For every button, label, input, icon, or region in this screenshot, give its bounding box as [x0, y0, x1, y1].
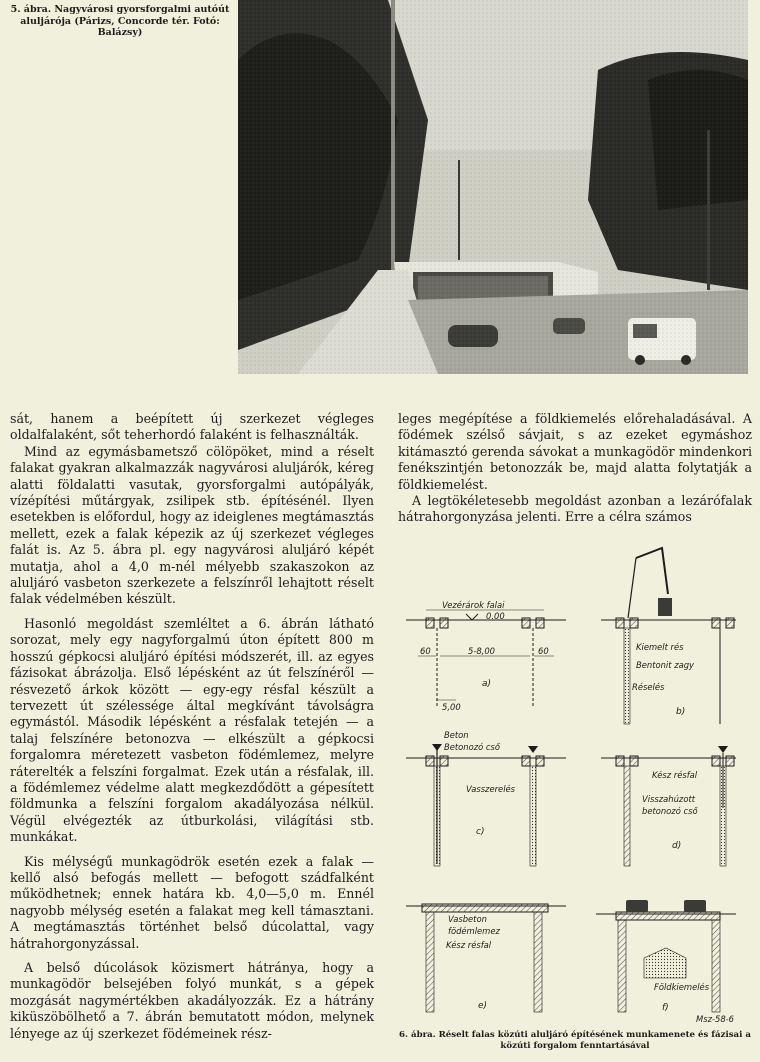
label-elevation: 0.00	[486, 611, 505, 621]
phase-f	[596, 900, 736, 1024]
label-bentonit: Bentonit zagy	[636, 660, 694, 670]
label-dim-mid: 5-8,00	[468, 646, 495, 656]
phase-d	[601, 746, 736, 866]
label-kesz-resfal: Kész résfal	[652, 770, 698, 780]
phase-c	[406, 730, 566, 866]
paragraph: leges megépítése a földkiemelés előrehaladásával. A födémek szélső sávjait, s az ezeket egymáshoz kitámasztó gerenda sávokat a munkagödör mindenkori fenékszintjén betonozzák be, majd alatta folytatják a földkiemelést.	[398, 411, 752, 492]
underpass-photo	[238, 0, 748, 374]
phase-b	[601, 548, 736, 724]
label-betonozo-cso-2: betonozó cső	[642, 806, 698, 816]
paragraph: A belső dúcolások közismert hátránya, hogy a munkagödör belsejében folyó munkát, s a gépek mozgását nagymértékben akadályozzák. Ez a hátrány kiküszöbölhető a 7. ábrán bemutatott módon, melynek lényege az új szerkezet födémeinek rész-	[10, 960, 374, 1041]
label-dim-right: 60	[538, 646, 549, 656]
phase-e	[406, 904, 566, 1012]
label-phase-a: a)	[482, 679, 492, 689]
label-fodemlemez: födémlemez	[448, 926, 500, 936]
label-phase-f: f)	[662, 1003, 669, 1013]
label-depth: 5,00	[442, 702, 461, 712]
paragraph: sát, hanem a beépített új szerkezet végleges oldalfalaként, sőt teherhordó falaként is felhasználták.	[10, 411, 374, 443]
paragraph: A legtökéletesebb megoldást azonban a lezárófalak hátrahorgonyzása jelenti. Erre a célra számos	[398, 493, 752, 525]
label-kesz-resfal-2: Kész résfal	[446, 940, 492, 950]
label-vezetoarkok: Vezérárok falai	[442, 600, 505, 610]
label-phase-d: d)	[672, 841, 682, 851]
label-reseles: Réselés	[632, 682, 665, 692]
label-betonozo-cso: Betonozó cső	[444, 742, 501, 752]
label-reference: Msz-58-6	[696, 1014, 735, 1024]
label-dim-left: 60	[420, 646, 431, 656]
label-phase-e: e)	[478, 1001, 488, 1011]
text-column-right	[398, 411, 752, 526]
text-column-left	[10, 411, 374, 1042]
phase-a	[406, 600, 566, 712]
figure5-caption: 5. ábra. Nagyvárosi gyorsforgalmi autóút aluljárója (Párizs, Concorde tér. Fotó: Balázsy)	[10, 4, 230, 38]
figure6-caption: 6. ábra. Réselt falas közúti aluljáró építésének munkamenete és fázisai a közúti forgalom fenntartásával	[399, 1030, 751, 1051]
label-vasbeton: Vasbeton	[448, 914, 487, 924]
label-phase-b: b)	[676, 707, 686, 717]
label-beton: Beton	[444, 730, 469, 740]
label-vasszereles: Vasszerelés	[466, 784, 516, 794]
label-foldkiemeles: Földkiemelés	[654, 982, 710, 992]
paragraph: Kis mélységű munkagödrök esetén ezek a falak — kellő alsó befogás mellett — befogott szádfalként működhetnek; ennek határa kb. 4,0—5,0 m. Ennél nagyobb mélység esetén a falakat meg kell támasztani. A megtámasztás történhet belső dúcolattal, vagy hátrahorgonyzással.	[10, 853, 374, 951]
paragraph: Mind az egymásbametsző cölöpöket, mind a réselt falakat gyakran alkalmazzák nagyvárosi aluljárók, kéreg alatti földalatti vasutak, gyorsforgalmi autópályák, vízépítési műtárgyak, zsilipek stb. építésénél. Ilyen esetekben is előfordul, hogy az ideiglenes megtámasztás mellett, ezek a falak képezik az új szerkezet végleges falát is. Az 5. ábra pl. egy nagyvárosi aluljáró képét mutatja, ahol a 4,0 m-nél mélyebb szakaszokon az aluljáró vasbeton szerkezete a felszínről lehajtott réselt falak védelmében készült.	[10, 443, 374, 607]
paragraph: Hasonló megoldást szemléltet a 6. ábrán látható sorozat, mely egy nagyforgalmú úton épített 800 m hosszú gépkocsi aluljáró építési módszerét, ill. az egyes fázisokat ábrázolja. Első lépésként az út felszínéről — résvezető árkok között — egy-egy résfal készült a tervezett út szélessége által megkívánt távolságra egymástól. Második lépésként a résfalak tetején — a talaj felszínére betonozva — elkészült a gépkocsi forgalomra méretezett vasbeton födémlemez, melyre ráterelték a felszíni forgalmat. Ezek után a résfalak, ill. a födémlemez védelme alatt megkezdődött a gépesített földmunka a felszíni forgalom akadályozása nélkül. Végül elvégezték az útburkolási, világítási stb. munkákat.	[10, 615, 374, 845]
label-kiemelt-res: Kiemelt rés	[636, 642, 684, 652]
label-visszahuzott: Visszahúzott	[642, 794, 696, 804]
label-phase-c: c)	[476, 827, 485, 837]
figure6-diagram	[396, 538, 754, 1026]
